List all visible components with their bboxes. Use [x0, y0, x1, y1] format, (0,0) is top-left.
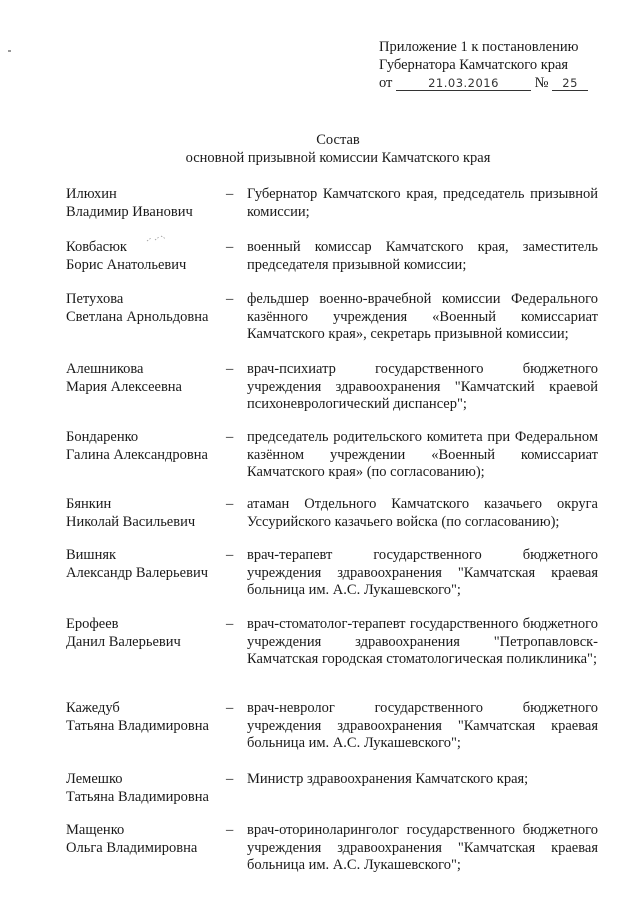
member-surname: Петухова: [66, 291, 124, 307]
member-surname: Кажедуб: [66, 700, 120, 716]
member-name: [66, 616, 226, 651]
document-subtitle: основной призывной комиссии Камчатского края: [185, 150, 491, 166]
member-role: врач-невролог государственного бюджетного учреждения здравоохранения "Камчатская краевая больница им. А.С. Лукашевского";: [247, 700, 598, 751]
member-surname: Лемешко: [66, 771, 123, 787]
member-given-names: Светлана Арнольдовна: [66, 308, 209, 325]
appendix-line-2: Губернатора Камчатского края: [379, 57, 569, 73]
margin-mark: [8, 50, 11, 52]
member-role: председатель родительского комитета при Федеральном казённом учреждении «Военный комиссариат Камчатского края» (по согласованию);: [247, 429, 598, 480]
from-label: от: [379, 75, 393, 91]
member-surname: Мащенко: [66, 822, 125, 838]
member-role: военный комиссар Камчатского края, заместитель председателя призывной комиссии;: [247, 239, 598, 273]
member-role: фельдшер военно-врачебной комиссии Федерального казённого учреждения «Военный комиссариат Камчатского края», секретарь призывной комиссии;: [247, 291, 598, 342]
member-name: [66, 291, 226, 326]
member-given-names: Николай Васильевич: [66, 513, 196, 530]
member-name: [66, 186, 226, 221]
dash-separator: –: [226, 429, 234, 445]
member-surname: Бондаренко: [66, 429, 139, 445]
member-surname: Илюхин: [66, 186, 117, 202]
member-given-names: Ольга Владимировна: [66, 839, 198, 856]
member-role: Губернатор Камчатского края, председатель призывной комиссии;: [247, 186, 598, 220]
member-given-names: Борис Анатольевич: [66, 256, 187, 273]
dash-separator: –: [226, 186, 234, 202]
dash-separator: –: [226, 361, 234, 377]
member-surname: Ерофеев: [66, 616, 119, 632]
member-role: врач-терапевт государственного бюджетного учреждения здравоохранения "Камчатская краевая больница им. А.С. Лукашевского";: [247, 547, 598, 598]
dash-separator: –: [226, 291, 234, 307]
member-given-names: Мария Алексеевна: [66, 378, 182, 395]
member-role: атаман Отдельного Камчатского казачьего округа Уссурийского казачьего войска (по согласованию);: [247, 496, 598, 530]
member-role: врач-стоматолог-терапевт государственного бюджетного учреждения здравоохранения "Петропавловск-Камчатская городская стоматологическая поликлиника";: [247, 616, 598, 667]
dash-separator: –: [226, 771, 234, 787]
member-name: [66, 239, 226, 274]
handwritten-number: 25: [552, 76, 588, 91]
member-given-names: Татьяна Владимировна: [66, 717, 209, 734]
member-name: [66, 496, 226, 531]
member-name: [66, 822, 226, 857]
pen-mark: [146, 234, 168, 244]
member-role: Министр здравоохранения Камчатского края;: [247, 771, 529, 787]
dash-separator: –: [226, 239, 234, 255]
appendix-header: [379, 38, 629, 92]
dash-separator: –: [226, 547, 234, 563]
member-role: врач-оториноларинголог государственного бюджетного учреждения здравоохранения "Камчатская краевая больница им. А.С. Лукашевского";: [247, 822, 598, 873]
member-name: [66, 547, 226, 582]
dash-separator: –: [226, 822, 234, 838]
appendix-line-1: Приложение 1 к постановлению: [379, 39, 579, 55]
member-surname: Вишняк: [66, 547, 117, 563]
member-name: [66, 700, 226, 735]
member-given-names: Галина Александровна: [66, 446, 208, 463]
handwritten-date: 21.03.2016: [396, 76, 531, 91]
member-name: [66, 361, 226, 396]
dash-separator: –: [226, 496, 234, 512]
member-name: [66, 429, 226, 464]
member-given-names: Александр Валерьевич: [66, 564, 208, 581]
member-surname: Алешникова: [66, 361, 144, 377]
member-surname: Бянкин: [66, 496, 112, 512]
member-given-names: Татьяна Владимировна: [66, 788, 209, 805]
member-role: врач-психиатр государственного бюджетного учреждения здравоохранения "Камчатский краевой психоневрологический диспансер";: [247, 361, 598, 412]
dash-separator: –: [226, 616, 234, 632]
document-title: Состав: [316, 132, 360, 148]
appendix-line-3: [379, 74, 629, 92]
member-name: [66, 771, 226, 806]
member-surname: Ковбасюк: [66, 239, 127, 255]
number-label: №: [534, 75, 549, 91]
member-given-names: Владимир Иванович: [66, 203, 193, 220]
member-given-names: Данил Валерьевич: [66, 633, 181, 650]
dash-separator: –: [226, 700, 234, 716]
